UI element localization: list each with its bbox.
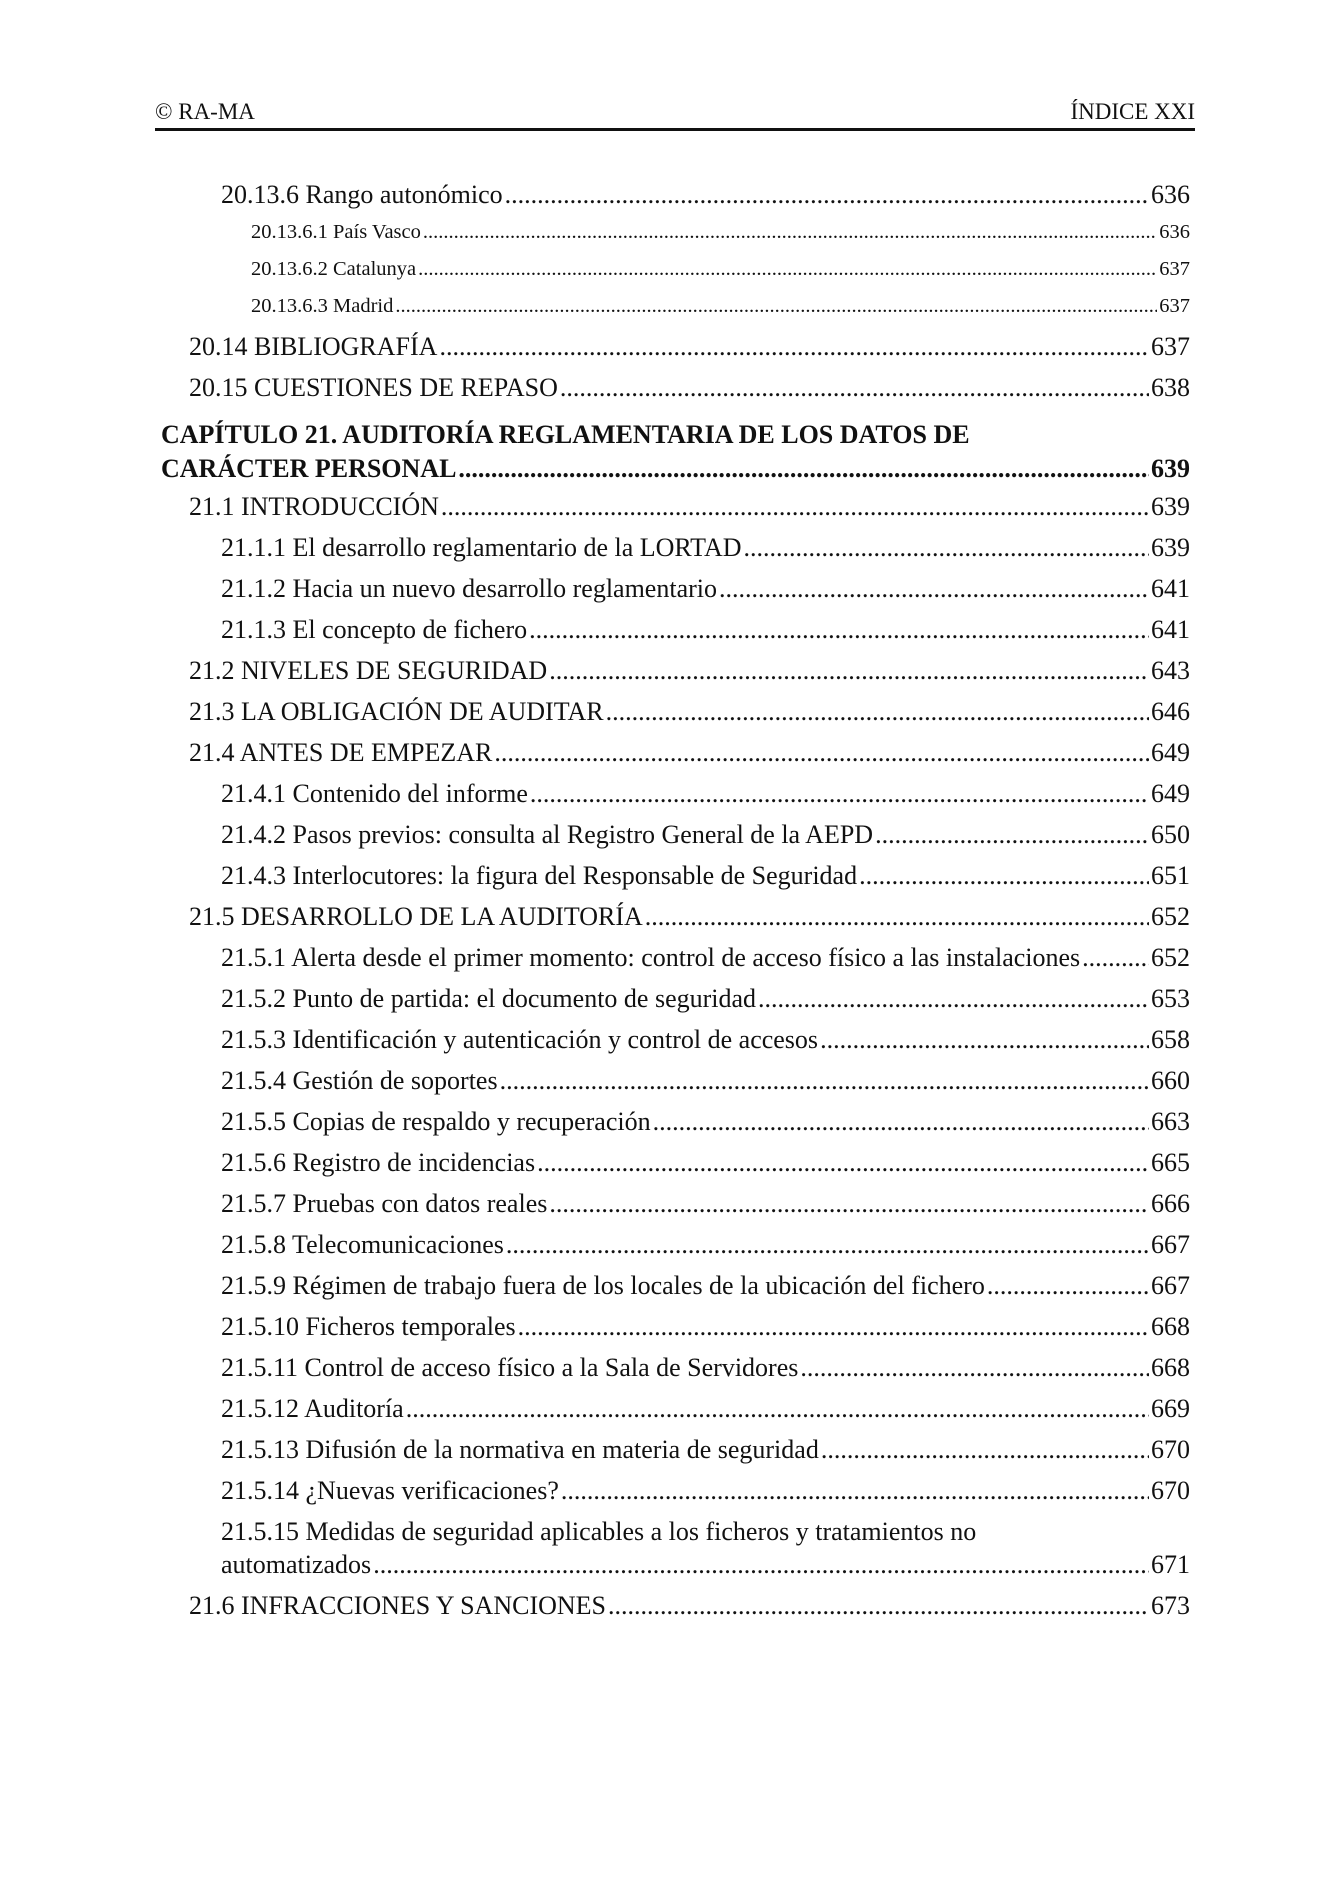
toc-entry bbox=[155, 221, 1190, 258]
toc-leader-dots bbox=[875, 820, 1149, 850]
toc-entry-title: 21.5.12 Auditoría bbox=[221, 1394, 404, 1423]
toc-entry-page: 637 bbox=[1151, 332, 1190, 361]
toc-leader-dots bbox=[987, 1271, 1149, 1301]
toc-leader-dots bbox=[560, 373, 1149, 403]
toc-leader-dots bbox=[506, 1230, 1149, 1260]
toc-entry-page: 637 bbox=[1159, 295, 1190, 317]
toc-entry-page: 669 bbox=[1151, 1394, 1190, 1423]
toc-entry bbox=[155, 943, 1190, 984]
toc-entry-title: 21.5.14 ¿Nuevas verificaciones? bbox=[221, 1476, 559, 1505]
toc-entry-page: 668 bbox=[1151, 1312, 1190, 1341]
toc-entry-title: 21.5.11 Control de acceso físico a la Sala de Servidores bbox=[221, 1353, 799, 1382]
toc-entry-title: 21.5.3 Identificación y autenticación y control de accesos bbox=[221, 1025, 819, 1054]
toc-entry-page: 650 bbox=[1151, 820, 1190, 849]
toc-entry bbox=[155, 420, 1190, 454]
toc-entry-title: 21.4 ANTES DE EMPEZAR bbox=[189, 738, 493, 767]
toc-leader-dots bbox=[406, 1394, 1149, 1424]
toc-entry-page: 646 bbox=[1151, 697, 1190, 726]
toc-entry bbox=[155, 1025, 1190, 1066]
toc-entry-page: 649 bbox=[1151, 779, 1190, 808]
toc-entry-page: 665 bbox=[1151, 1148, 1190, 1177]
toc-entry-page: 651 bbox=[1151, 861, 1190, 890]
toc-leader-dots bbox=[821, 1435, 1149, 1465]
toc-entry bbox=[155, 1189, 1190, 1230]
toc-entry-title: CAPÍTULO 21. AUDITORÍA REGLAMENTARIA DE LOS DATOS DE bbox=[161, 420, 970, 449]
toc-entry bbox=[155, 1435, 1190, 1476]
toc-entry bbox=[155, 1476, 1190, 1517]
toc-entry-title: 20.13.6.1 País Vasco bbox=[251, 221, 421, 243]
toc-entry bbox=[155, 492, 1190, 533]
toc-entry-page: 671 bbox=[1151, 1550, 1190, 1579]
toc-entry-page: 670 bbox=[1151, 1476, 1190, 1505]
toc-entry bbox=[155, 1107, 1190, 1148]
toc-entry bbox=[155, 1271, 1190, 1312]
toc-entry-page: 670 bbox=[1151, 1435, 1190, 1464]
toc-entry bbox=[155, 861, 1190, 902]
toc-leader-dots bbox=[418, 258, 1157, 281]
toc-leader-dots bbox=[373, 1550, 1149, 1580]
toc-leader-dots bbox=[561, 1476, 1149, 1506]
toc-entry bbox=[155, 454, 1190, 492]
toc-entry-title: 21.1 INTRODUCCIÓN bbox=[189, 492, 439, 521]
toc-leader-dots bbox=[653, 1107, 1149, 1137]
toc-entry bbox=[155, 615, 1190, 656]
toc-entry-page: 668 bbox=[1151, 1353, 1190, 1382]
toc-entry-page: 636 bbox=[1151, 180, 1190, 209]
toc-entry-title: 21.1.1 El desarrollo reglamentario de la LORTAD bbox=[221, 533, 742, 562]
toc-entry-page: 641 bbox=[1151, 574, 1190, 603]
toc-entry bbox=[155, 902, 1190, 943]
toc-entry bbox=[155, 1353, 1190, 1394]
toc-entry-title: CARÁCTER PERSONAL bbox=[161, 454, 457, 483]
header-publisher: © RA-MA bbox=[155, 99, 255, 124]
toc-entry-page: 667 bbox=[1151, 1271, 1190, 1300]
toc-leader-dots bbox=[758, 984, 1149, 1014]
toc-entry-page: 638 bbox=[1151, 373, 1190, 402]
toc-entry bbox=[155, 820, 1190, 861]
toc-entry-title: 21.3 LA OBLIGACIÓN DE AUDITAR bbox=[189, 697, 604, 726]
toc-leader-dots bbox=[529, 615, 1149, 645]
toc-entry-title: 20.13.6.3 Madrid bbox=[251, 295, 394, 317]
toc-entry bbox=[155, 1230, 1190, 1271]
toc-leader-dots bbox=[439, 332, 1149, 362]
toc-entry-title: 21.5.4 Gestión de soportes bbox=[221, 1066, 498, 1095]
toc-entry bbox=[155, 984, 1190, 1025]
toc-entry bbox=[155, 779, 1190, 820]
toc-entry-title: 21.5 DESARROLLO DE LA AUDITORÍA bbox=[189, 902, 643, 931]
toc-entry-title: 21.2 NIVELES DE SEGURIDAD bbox=[189, 656, 548, 685]
toc-entry-page: 660 bbox=[1151, 1066, 1190, 1095]
toc-entry-title: 21.4.1 Contenido del informe bbox=[221, 779, 528, 808]
toc-leader-dots bbox=[645, 902, 1149, 932]
toc-entry bbox=[155, 295, 1190, 332]
toc-entry bbox=[155, 258, 1190, 295]
toc-entry-page: 639 bbox=[1151, 454, 1190, 483]
toc-leader-dots bbox=[549, 656, 1149, 686]
toc-entry-title: 21.5.13 Difusión de la normativa en materia de seguridad bbox=[221, 1435, 819, 1464]
toc-entry-title: 21.5.7 Pruebas con datos reales bbox=[221, 1189, 548, 1218]
toc-entry-title: 21.5.8 Telecomunicaciones bbox=[221, 1230, 504, 1259]
toc-entry-title: automatizados bbox=[221, 1550, 372, 1579]
toc-leader-dots bbox=[1082, 943, 1149, 973]
toc-entry bbox=[155, 1517, 1190, 1550]
header-section-title: ÍNDICE XXI bbox=[1070, 99, 1195, 124]
toc-entry-title: 21.5.5 Copias de respaldo y recuperación bbox=[221, 1107, 651, 1136]
toc-leader-dots bbox=[458, 454, 1149, 484]
toc-entry-page: 639 bbox=[1151, 533, 1190, 562]
toc-leader-dots bbox=[494, 738, 1149, 768]
toc-entry bbox=[155, 697, 1190, 738]
toc-leader-dots bbox=[441, 492, 1149, 522]
toc-entry-page: 636 bbox=[1159, 221, 1190, 243]
toc-entry bbox=[155, 373, 1190, 414]
toc-entry-page: 649 bbox=[1151, 738, 1190, 767]
toc-entry-page: 652 bbox=[1151, 902, 1190, 931]
toc-leader-dots bbox=[423, 221, 1157, 244]
toc-leader-dots bbox=[505, 180, 1149, 210]
toc-leader-dots bbox=[518, 1312, 1149, 1342]
toc-leader-dots bbox=[608, 1591, 1149, 1621]
toc-entry-title: 21.4.2 Pasos previos: consulta al Registro General de la AEPD bbox=[221, 820, 874, 849]
toc-entry-title: 21.5.10 Ficheros temporales bbox=[221, 1312, 516, 1341]
toc-leader-dots bbox=[500, 1066, 1149, 1096]
toc-entry-page: 653 bbox=[1151, 984, 1190, 1013]
toc-entry-page: 658 bbox=[1151, 1025, 1190, 1054]
toc-leader-dots bbox=[744, 533, 1149, 563]
toc-entry bbox=[155, 1066, 1190, 1107]
toc-leader-dots bbox=[719, 574, 1149, 604]
toc-leader-dots bbox=[800, 1353, 1149, 1383]
toc-entry bbox=[155, 1312, 1190, 1353]
toc-entry bbox=[155, 1550, 1190, 1591]
toc-entry bbox=[155, 1148, 1190, 1189]
toc-leader-dots bbox=[820, 1025, 1149, 1055]
toc-entry-page: 667 bbox=[1151, 1230, 1190, 1259]
toc-entry-page: 663 bbox=[1151, 1107, 1190, 1136]
toc-entry-title: 21.4.3 Interlocutores: la figura del Responsable de Seguridad bbox=[221, 861, 858, 890]
toc-entry bbox=[155, 656, 1190, 697]
toc-entry-page: 641 bbox=[1151, 615, 1190, 644]
toc-entry-title: 21.5.6 Registro de incidencias bbox=[221, 1148, 536, 1177]
toc-entry-page: 652 bbox=[1151, 943, 1190, 972]
toc-entry-page: 673 bbox=[1151, 1591, 1190, 1620]
toc-entry-title: 21.1.2 Hacia un nuevo desarrollo reglamentario bbox=[221, 574, 717, 603]
toc-entry bbox=[155, 180, 1190, 221]
toc-entry-title: 20.14 BIBLIOGRAFÍA bbox=[189, 332, 438, 361]
header-rule bbox=[155, 128, 1195, 131]
toc-entry-title: 21.1.3 El concepto de fichero bbox=[221, 615, 528, 644]
toc-leader-dots bbox=[537, 1148, 1149, 1178]
toc-entry-page: 643 bbox=[1151, 656, 1190, 685]
toc-entry bbox=[155, 574, 1190, 615]
toc-entry bbox=[155, 533, 1190, 574]
toc-entry-title: 21.5.9 Régimen de trabajo fuera de los locales de la ubicación del fichero bbox=[221, 1271, 985, 1300]
toc-leader-dots bbox=[859, 861, 1149, 891]
toc-entry-page: 637 bbox=[1159, 258, 1190, 280]
toc-entry-title: 20.15 CUESTIONES DE REPASO bbox=[189, 373, 558, 402]
toc-entry-title: 21.5.2 Punto de partida: el documento de seguridad bbox=[221, 984, 757, 1013]
toc-entry-page: 639 bbox=[1151, 492, 1190, 521]
toc-leader-dots bbox=[549, 1189, 1149, 1219]
toc-leader-dots bbox=[395, 295, 1157, 318]
toc-entry-title: 20.13.6 Rango autonómico bbox=[221, 180, 503, 209]
toc-entry bbox=[155, 1394, 1190, 1435]
toc-entry-page: 666 bbox=[1151, 1189, 1190, 1218]
toc-leader-dots bbox=[606, 697, 1149, 727]
toc-entry-title: 20.13.6.2 Catalunya bbox=[251, 258, 417, 280]
toc-entry bbox=[155, 1591, 1190, 1632]
table-of-contents bbox=[155, 180, 1190, 1632]
toc-entry bbox=[155, 738, 1190, 779]
toc-entry-title: 21.5.15 Medidas de seguridad aplicables a los ficheros y tratamientos no bbox=[221, 1517, 977, 1546]
toc-entry-title: 21.6 INFRACCIONES Y SANCIONES bbox=[189, 1591, 607, 1620]
toc-entry bbox=[155, 332, 1190, 373]
toc-leader-dots bbox=[530, 779, 1149, 809]
toc-entry-title: 21.5.1 Alerta desde el primer momento: control de acceso físico a las instalaciones bbox=[221, 943, 1081, 972]
